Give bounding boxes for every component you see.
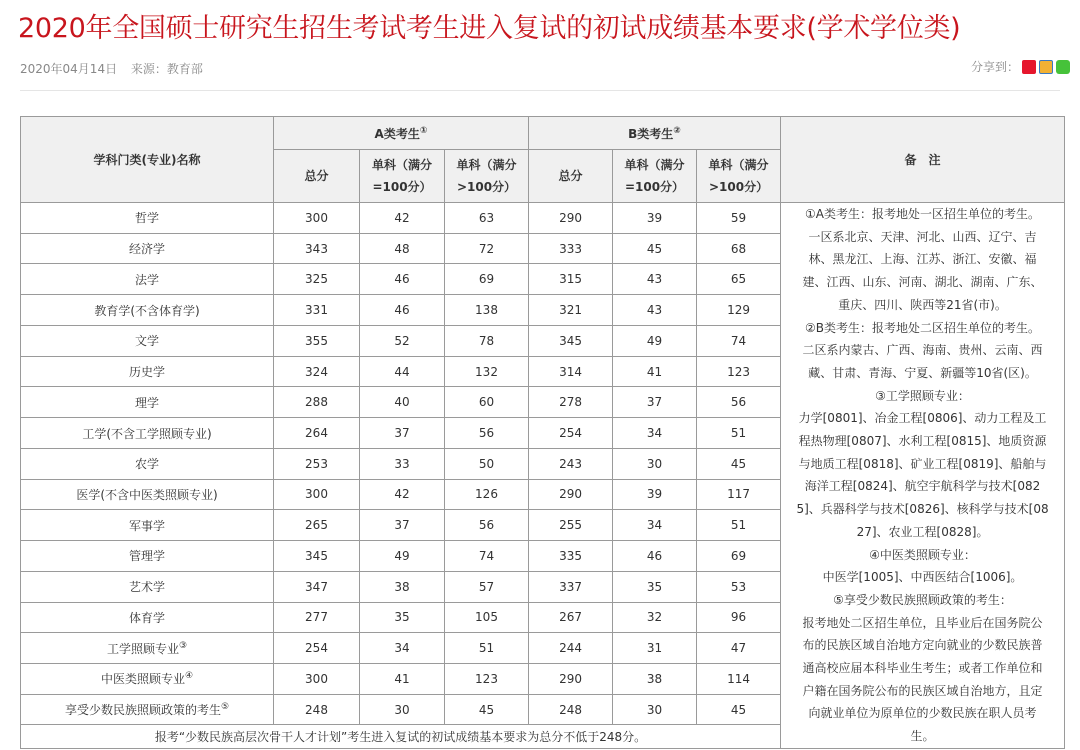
subject-name: 体育学 <box>21 602 274 633</box>
subject-name: 教育学(不含体育学) <box>21 295 274 326</box>
remark-line: ①A类考生：报考地处一区招生单位的考生。 <box>805 207 1041 221</box>
remark-line: 报考地处二区招生单位，且毕业后在国务院公 <box>802 615 1043 630</box>
score-cell-a-s100: 42 <box>360 479 445 510</box>
group-a-header: A类考生① <box>274 117 529 150</box>
remark-line: 通高校应届本科毕业生考生；或者工作单位和 <box>802 661 1043 676</box>
remark-line: 生。 <box>910 729 935 744</box>
subject-name: 艺术学 <box>21 571 274 602</box>
score-cell-a-sover: 56 <box>445 418 529 449</box>
score-cell-b-s100: 31 <box>613 633 697 664</box>
score-cell-a-sover: 74 <box>445 541 529 572</box>
score-cell-b-sover: 96 <box>697 602 781 633</box>
subject-name: 经济学 <box>21 233 274 264</box>
score-cell-b-total: 255 <box>529 510 613 541</box>
score-cell-a-total: 277 <box>274 602 360 633</box>
remark-line: 与地质工程[0818]、矿业工程[0819]、船舶与 <box>798 456 1047 471</box>
remark-line: 向就业单位为原单位的少数民族在职人员考 <box>808 706 1037 721</box>
group-b-header: B类考生② <box>529 117 781 150</box>
score-cell-a-sover: 138 <box>445 295 529 326</box>
remark-line: ④中医类照顾专业： <box>869 547 976 562</box>
a-single-100-header: 单科（满分 =100分） <box>360 150 445 203</box>
subject-name: 管理学 <box>21 541 274 572</box>
remark-line: ②B类考生：报考地处二区招生单位的考生。 <box>805 320 1041 335</box>
wechat-share-icon[interactable] <box>1056 60 1070 74</box>
score-cell-a-s100: 40 <box>360 387 445 418</box>
score-cell-a-s100: 44 <box>360 356 445 387</box>
score-cell-b-total: 290 <box>529 664 613 695</box>
score-cell-a-sover: 132 <box>445 356 529 387</box>
score-cell-b-sover: 45 <box>697 694 781 725</box>
score-cell-b-total: 267 <box>529 602 613 633</box>
score-cell-a-s100: 48 <box>360 233 445 264</box>
subject-name: 享受少数民族照顾政策的考生⑤ <box>21 694 274 725</box>
score-cell-b-s100: 30 <box>613 694 697 725</box>
score-cell-b-sover: 117 <box>697 479 781 510</box>
score-cell-b-sover: 65 <box>697 264 781 295</box>
publish-date: 2020年04月14日 <box>20 62 118 76</box>
score-cell-b-sover: 56 <box>697 387 781 418</box>
score-cell-a-total: 253 <box>274 448 360 479</box>
score-cell-b-s100: 39 <box>613 203 697 234</box>
score-cell-a-sover: 123 <box>445 664 529 695</box>
subject-name: 工学照顾专业③ <box>21 633 274 664</box>
weibo-share-icon[interactable] <box>1022 60 1036 74</box>
score-cell-a-total: 254 <box>274 633 360 664</box>
subject-column-header: 学科门类(专业)名称 <box>21 117 274 203</box>
score-requirements-table <box>20 116 1065 749</box>
subject-name: 文学 <box>21 325 274 356</box>
score-cell-b-total: 290 <box>529 479 613 510</box>
score-cell-a-total: 300 <box>274 479 360 510</box>
score-cell-b-total: 278 <box>529 387 613 418</box>
score-cell-a-s100: 52 <box>360 325 445 356</box>
subject-name: 中医类照顾专业④ <box>21 664 274 695</box>
subject-name: 法学 <box>21 264 274 295</box>
remarks-header: 备 注 <box>781 117 1065 203</box>
remark-line: 中医学[1005]、中西医结合[1006]。 <box>822 570 1023 585</box>
subject-name: 历史学 <box>21 356 274 387</box>
score-cell-b-sover: 59 <box>697 203 781 234</box>
score-cell-b-s100: 30 <box>613 448 697 479</box>
remark-line: 二区系内蒙古、广西、海南、贵州、云南、西 <box>802 343 1043 358</box>
remark-line: 建、江西、山东、河南、湖北、湖南、广东、 <box>802 275 1043 290</box>
page-title: 2020年全国硕士研究生招生考试考生进入复试的初试成绩基本要求(学术学位类) <box>18 13 961 44</box>
score-cell-a-s100: 49 <box>360 541 445 572</box>
score-cell-b-total: 254 <box>529 418 613 449</box>
score-cell-b-total: 315 <box>529 264 613 295</box>
score-cell-a-total: 324 <box>274 356 360 387</box>
score-cell-b-s100: 34 <box>613 418 697 449</box>
score-cell-a-s100: 34 <box>360 633 445 664</box>
score-cell-a-s100: 37 <box>360 418 445 449</box>
remarks-cell <box>781 203 1065 749</box>
remark-line: 力学[0801]、冶金工程[0806]、动力工程及工 <box>798 411 1047 426</box>
score-cell-a-s100: 35 <box>360 602 445 633</box>
score-cell-b-s100: 45 <box>613 233 697 264</box>
score-cell-a-sover: 60 <box>445 387 529 418</box>
score-cell-b-sover: 53 <box>697 571 781 602</box>
remark-line: 林、黑龙江、上海、江苏、浙江、安徽、福 <box>808 252 1037 267</box>
b-total-header: 总分 <box>529 150 613 203</box>
score-cell-b-s100: 37 <box>613 387 697 418</box>
score-cell-a-total: 265 <box>274 510 360 541</box>
score-cell-a-s100: 33 <box>360 448 445 479</box>
score-cell-a-sover: 78 <box>445 325 529 356</box>
a-single-over-header: 单科（满分 >100分） <box>445 150 529 203</box>
score-cell-b-s100: 49 <box>613 325 697 356</box>
score-cell-b-sover: 123 <box>697 356 781 387</box>
score-cell-a-s100: 46 <box>360 264 445 295</box>
score-cell-b-s100: 35 <box>613 571 697 602</box>
remark-line: 藏、甘肃、青海、宁夏、新疆等10省(区)。 <box>808 365 1037 380</box>
remark-line: 布的民族区域自治地方定向就业的少数民族普 <box>802 638 1043 653</box>
score-cell-b-sover: 69 <box>697 541 781 572</box>
score-cell-a-sover: 69 <box>445 264 529 295</box>
table-row <box>21 203 1065 234</box>
score-cell-a-s100: 41 <box>360 664 445 695</box>
score-cell-a-total: 300 <box>274 664 360 695</box>
score-cell-a-total: 343 <box>274 233 360 264</box>
article-meta <box>20 60 203 77</box>
score-cell-b-s100: 46 <box>613 541 697 572</box>
subject-name: 医学(不含中医类照顾专业) <box>21 479 274 510</box>
b-single-over-header: 单科（满分 >100分） <box>697 150 781 203</box>
remark-line: 27]、农业工程[0828]。 <box>856 524 989 539</box>
score-cell-a-total: 345 <box>274 541 360 572</box>
score-cell-a-s100: 30 <box>360 694 445 725</box>
subject-name: 农学 <box>21 448 274 479</box>
a-total-header: 总分 <box>274 150 360 203</box>
score-cell-b-total: 244 <box>529 633 613 664</box>
score-cell-a-total: 331 <box>274 295 360 326</box>
score-cell-b-total: 345 <box>529 325 613 356</box>
score-cell-a-total: 288 <box>274 387 360 418</box>
score-cell-b-total: 321 <box>529 295 613 326</box>
source-label: 来源：教育部 <box>130 62 203 76</box>
score-cell-a-total: 347 <box>274 571 360 602</box>
score-cell-a-total: 355 <box>274 325 360 356</box>
score-cell-a-total: 248 <box>274 694 360 725</box>
score-cell-b-s100: 43 <box>613 264 697 295</box>
score-cell-b-s100: 41 <box>613 356 697 387</box>
score-cell-b-sover: 114 <box>697 664 781 695</box>
score-cell-b-total: 337 <box>529 571 613 602</box>
score-cell-a-s100: 38 <box>360 571 445 602</box>
score-cell-a-sover: 72 <box>445 233 529 264</box>
subject-name: 工学(不含工学照顾专业) <box>21 418 274 449</box>
remark-line: 重庆、四川、陕西等21省(市)。 <box>838 297 1007 312</box>
footnote: 报考“少数民族高层次骨干人才计划”考生进入复试的初试成绩基本要求为总分不低于248分。 <box>21 725 781 748</box>
remark-line: ③工学照顾专业： <box>875 388 970 403</box>
score-cell-b-total: 290 <box>529 203 613 234</box>
remark-line: ⑤享受少数民族照顾政策的考生： <box>833 592 1012 607</box>
score-cell-a-total: 264 <box>274 418 360 449</box>
score-cell-b-total: 335 <box>529 541 613 572</box>
score-cell-b-total: 333 <box>529 233 613 264</box>
score-cell-a-total: 325 <box>274 264 360 295</box>
share-bar <box>971 58 1070 75</box>
score-cell-a-sover: 45 <box>445 694 529 725</box>
score-cell-a-sover: 56 <box>445 510 529 541</box>
score-cell-a-sover: 50 <box>445 448 529 479</box>
qzone-share-icon[interactable] <box>1039 60 1053 74</box>
header-divider <box>20 90 1060 91</box>
subject-name: 军事学 <box>21 510 274 541</box>
score-cell-a-sover: 126 <box>445 479 529 510</box>
score-cell-b-s100: 32 <box>613 602 697 633</box>
score-cell-b-s100: 38 <box>613 664 697 695</box>
score-cell-b-s100: 34 <box>613 510 697 541</box>
score-cell-b-sover: 51 <box>697 418 781 449</box>
score-cell-b-s100: 43 <box>613 295 697 326</box>
score-cell-b-total: 248 <box>529 694 613 725</box>
score-cell-b-total: 243 <box>529 448 613 479</box>
b-single-100-header: 单科（满分 =100分） <box>613 150 697 203</box>
remark-line: 5]、兵器科学与技术[0826]、核科学与技术[08 <box>796 502 1049 517</box>
remark-line: 一区系北京、天津、河北、山西、辽宁、吉 <box>808 229 1037 244</box>
score-cell-b-total: 314 <box>529 356 613 387</box>
remark-line: 程热物理[0807]、水利工程[0815]、地质资源 <box>798 434 1047 449</box>
score-cell-a-total: 300 <box>274 203 360 234</box>
share-label: 分享到： <box>970 60 1019 74</box>
score-cell-a-sover: 105 <box>445 602 529 633</box>
score-cell-b-s100: 39 <box>613 479 697 510</box>
score-cell-a-s100: 46 <box>360 295 445 326</box>
score-cell-a-sover: 63 <box>445 203 529 234</box>
score-cell-b-sover: 129 <box>697 295 781 326</box>
score-cell-b-sover: 47 <box>697 633 781 664</box>
score-cell-a-sover: 51 <box>445 633 529 664</box>
subject-name: 理学 <box>21 387 274 418</box>
score-cell-a-s100: 37 <box>360 510 445 541</box>
remark-line: 户籍在国务院公布的民族区域自治地方，且定 <box>802 683 1043 698</box>
score-cell-a-sover: 57 <box>445 571 529 602</box>
subject-name: 哲学 <box>21 203 274 234</box>
score-cell-b-sover: 45 <box>697 448 781 479</box>
score-cell-a-s100: 42 <box>360 203 445 234</box>
score-cell-b-sover: 51 <box>697 510 781 541</box>
score-cell-b-sover: 68 <box>697 233 781 264</box>
score-cell-b-sover: 74 <box>697 325 781 356</box>
remark-line: 海洋工程[0824]、航空宇航科学与技术[082 <box>804 479 1041 494</box>
